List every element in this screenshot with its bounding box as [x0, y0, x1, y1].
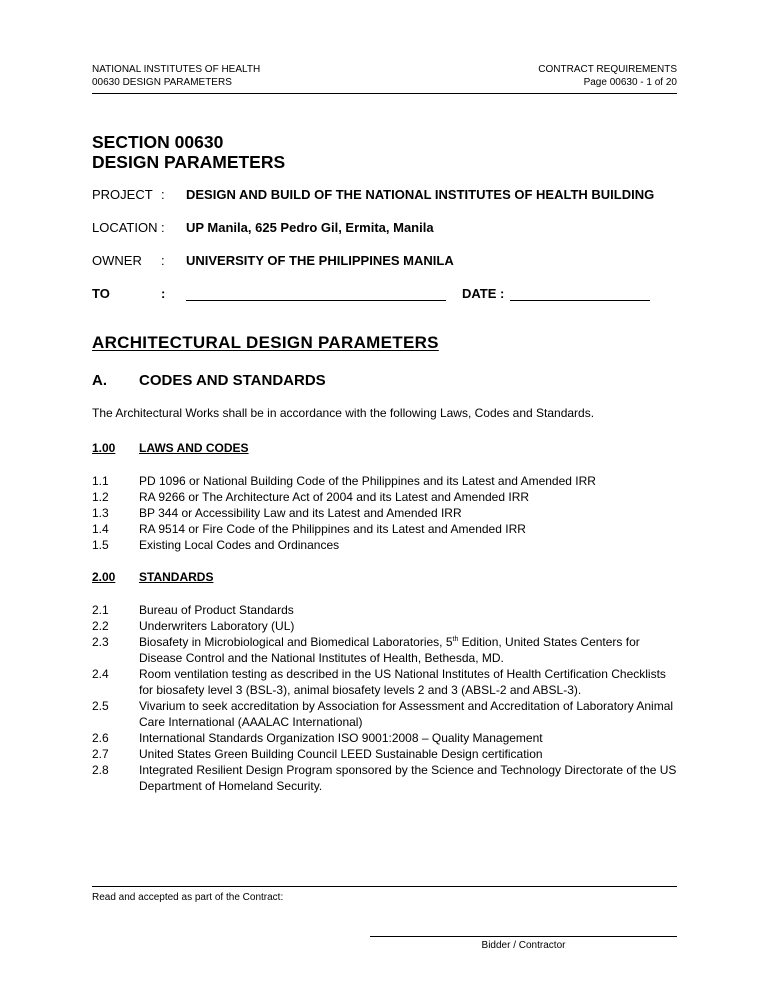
laws-list [92, 473, 677, 553]
section-title [92, 132, 285, 172]
owner-colon: : [161, 253, 165, 268]
laws-title: LAWS AND CODES [139, 441, 249, 455]
list-item [92, 489, 677, 505]
list-item [92, 634, 677, 666]
item-number: 1.1 [92, 474, 109, 488]
list-item [92, 666, 677, 698]
header-divider [92, 93, 677, 94]
header-org: NATIONAL INSTITUTES OF HEALTH [92, 64, 261, 75]
list-item [92, 537, 677, 553]
item-text: International Standards Organization ISO 9001:2008 – Quality Management [139, 731, 543, 745]
standards-list [92, 602, 677, 794]
item-text: United States Green Building Council LEED Sustainable Design certification [139, 747, 543, 761]
signature-line [370, 936, 677, 937]
acceptance-statement: Read and accepted as part of the Contract: [92, 892, 284, 903]
project-label: PROJECT [92, 187, 153, 202]
list-item [92, 473, 677, 489]
to-label: TO [92, 286, 110, 301]
list-item [92, 618, 677, 634]
location-label: LOCATION [92, 220, 158, 235]
item-text: Integrated Resilient Design Program sponsored by the Science and Technology Directorate of the US Department of Homeland Security. [139, 763, 677, 793]
item-text: Vivarium to seek accreditation by Association for Assessment and Accreditation of Laboratory Animal Care International (AAALAC International) [139, 699, 674, 729]
intro-paragraph: The Architectural Works shall be in accordance with the following Laws, Codes and Standards. [92, 406, 595, 420]
owner-value: UNIVERSITY OF THE PHILIPPINES MANILA [186, 253, 454, 268]
item-text: PD 1096 or National Building Code of the Philippines and its Latest and Amended IRR [139, 474, 596, 488]
list-item [92, 762, 677, 794]
item-text: Bureau of Product Standards [139, 603, 294, 617]
item-number: 2.2 [92, 619, 109, 633]
header-doc-code: 00630 DESIGN PARAMETERS [92, 77, 232, 88]
item-text: Room ventilation testing as described in the US National Institutes of Health Certification Checklists for biosafety level 3 (BSL-3), animal biosafety levels 2 and 3 (ABSL-2 and ABSL-3). [139, 667, 666, 697]
section-number: SECTION 00630 [92, 132, 224, 152]
item-number: 2.5 [92, 699, 109, 713]
location-colon: : [161, 220, 165, 235]
item-text: Existing Local Codes and Ordinances [139, 538, 340, 552]
header-category: CONTRACT REQUIREMENTS [538, 64, 677, 75]
item-number: 1.5 [92, 538, 109, 552]
item-text: RA 9266 or The Architecture Act of 2004 and its Latest and Amended IRR [139, 490, 530, 504]
list-item [92, 505, 677, 521]
item-text-continued: Edition, United States Centers for Disease Control and the National Institutes of Health, Bethesda, MD. [139, 635, 640, 665]
section-name: DESIGN PARAMETERS [92, 152, 286, 172]
project-colon: : [161, 187, 165, 202]
item-text: Underwriters Laboratory (UL) [139, 619, 295, 633]
signature-label: Bidder / Contractor [481, 940, 566, 951]
architectural-heading: ARCHITECTURAL DESIGN PARAMETERS [92, 333, 439, 352]
item-number: 2.4 [92, 667, 109, 681]
owner-label: OWNER [92, 253, 142, 268]
date-label: DATE : [462, 286, 505, 301]
project-value: DESIGN AND BUILD OF THE NATIONAL INSTITUTES OF HEALTH BUILDING [186, 187, 655, 202]
item-text: RA 9514 or Fire Code of the Philippines and its Latest and Amended IRR [139, 522, 526, 536]
item-number: 1.3 [92, 506, 109, 520]
footer-divider [92, 886, 677, 887]
item-number: 2.1 [92, 603, 109, 617]
list-item [92, 730, 677, 746]
subsection-letter: A. [92, 372, 107, 389]
to-blank-line [186, 300, 446, 301]
to-colon: : [161, 286, 166, 301]
item-number: 1.2 [92, 490, 109, 504]
list-item [92, 698, 677, 730]
list-item [92, 746, 677, 762]
list-item [92, 602, 677, 618]
laws-number: 1.00 [92, 441, 116, 455]
to-row [92, 286, 677, 304]
item-text: BP 344 or Accessibility Law and its Latest and Amended IRR [139, 506, 462, 520]
item-number: 2.6 [92, 731, 109, 745]
item-text: Biosafety in Microbiological and Biomedical Laboratories, 5 [139, 635, 453, 649]
item-number: 2.8 [92, 763, 109, 777]
standards-number: 2.00 [92, 570, 116, 584]
item-superscript: th [452, 636, 459, 643]
subsection-title: CODES AND STANDARDS [139, 372, 326, 389]
header-page-number: Page 00630 - 1 of 20 [583, 77, 677, 88]
item-number: 2.7 [92, 747, 109, 761]
item-number: 1.4 [92, 522, 109, 536]
date-blank-line [510, 300, 650, 301]
item-number: 2.3 [92, 635, 109, 649]
location-value: UP Manila, 625 Pedro Gil, Ermita, Manila [186, 220, 434, 235]
list-item [92, 521, 677, 537]
standards-title: STANDARDS [139, 570, 214, 584]
